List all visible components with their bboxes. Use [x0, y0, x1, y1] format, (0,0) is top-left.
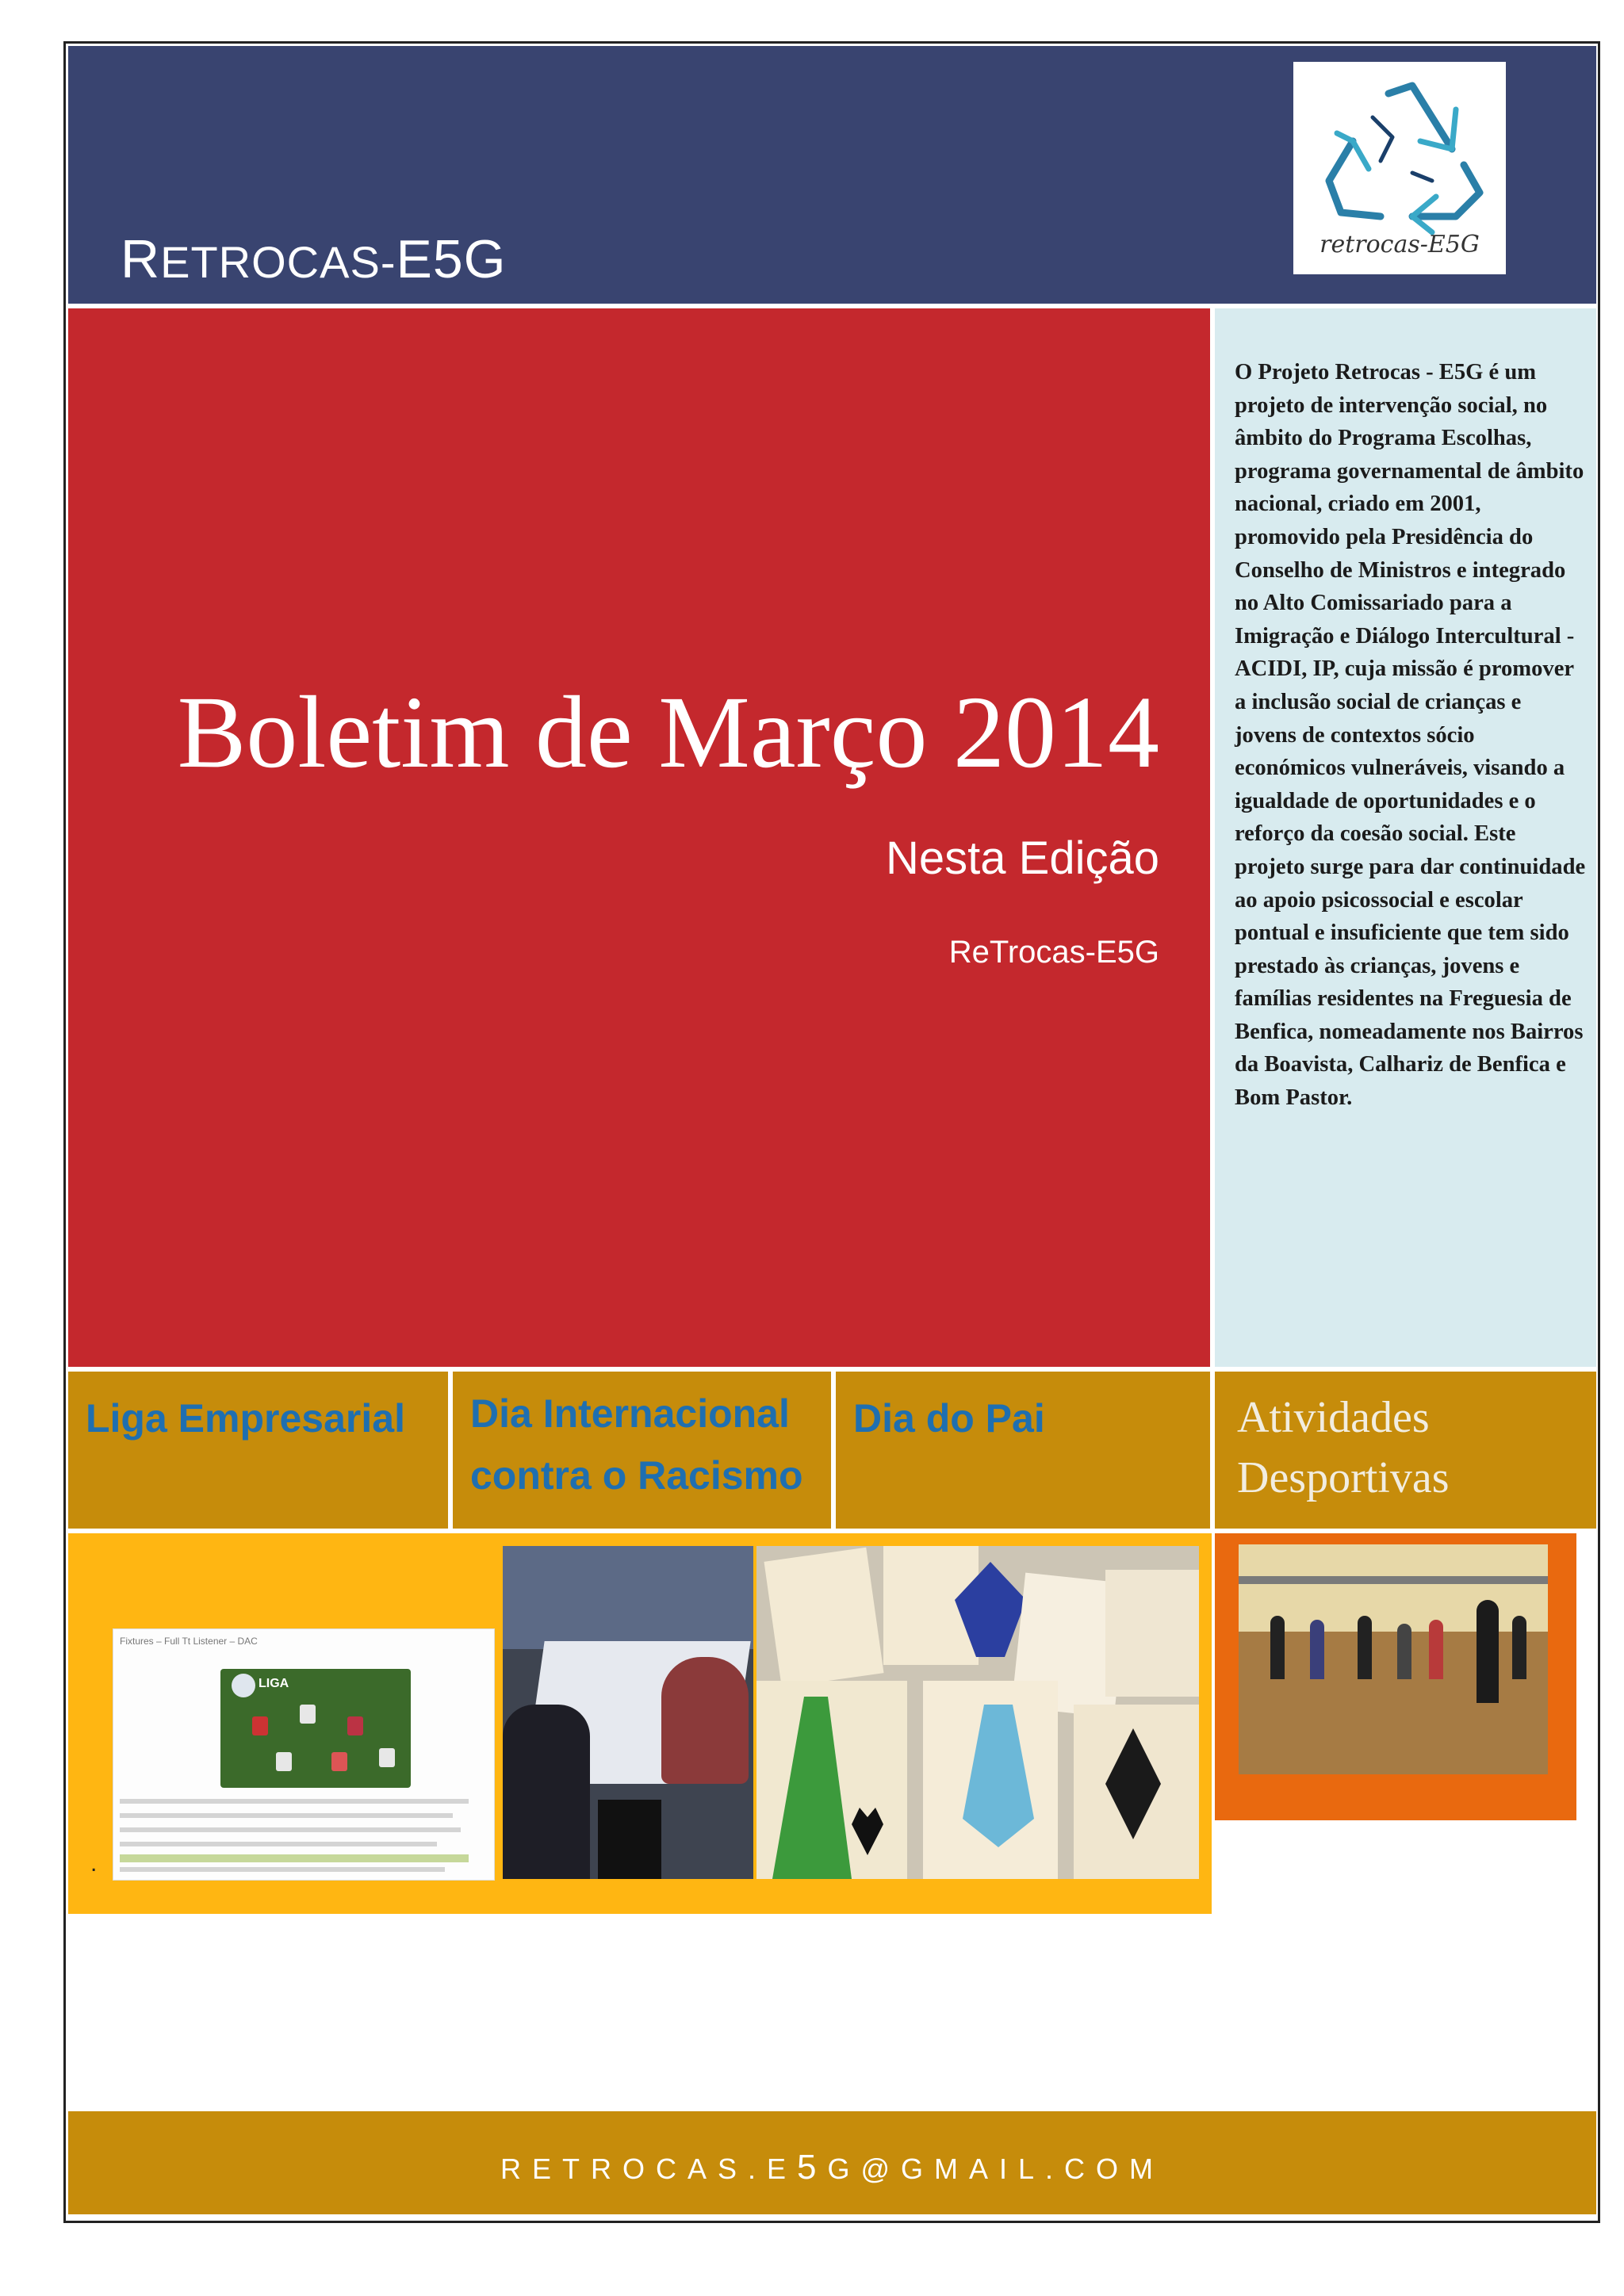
screenshot-title: Fixtures – Full Tt Listener – DAC	[120, 1636, 258, 1647]
email-part: G@GMAIL.COM	[827, 2152, 1165, 2185]
section-title: Dia Internacional contra o Racismo	[470, 1391, 803, 1498]
text-line	[120, 1827, 461, 1832]
brand-rest: ETROCAS-	[160, 237, 396, 287]
child-figure	[1512, 1616, 1526, 1679]
player-card	[276, 1752, 292, 1771]
player-card	[252, 1716, 268, 1735]
brand-initial: R	[121, 229, 161, 289]
section-title: Atividades Desportivas	[1237, 1393, 1450, 1502]
logo-lettering: retrocas-E5G	[1320, 231, 1480, 258]
child-figure	[1358, 1616, 1372, 1679]
bullet-dot: .	[90, 1850, 98, 1877]
child-figure	[1429, 1620, 1443, 1679]
liga-badge: LIGA	[259, 1677, 289, 1690]
player-card	[300, 1705, 316, 1724]
sports-photo-frame	[1215, 1533, 1576, 1820]
football-field-image	[220, 1669, 411, 1788]
gym-wall	[1239, 1544, 1548, 1632]
section-title: Dia do Pai	[853, 1396, 1045, 1441]
section-dia-do-pai	[836, 1372, 1210, 1529]
bulletin-title: Boletim de Março 2014	[177, 675, 1159, 790]
text-line	[120, 1867, 445, 1872]
section-title: Liga Empresarial	[86, 1396, 405, 1441]
section-liga-empresarial	[68, 1372, 448, 1529]
globe-icon	[232, 1674, 255, 1697]
project-description-text: O Projeto Retrocas - E5G é um projeto de intervenção social, no âmbito do Programa Escolhas, programa governamental de âmbito nacional, criado em 2001, promovido pela Presidência do Conselho de Ministros e integrado no Alto Comissariado para a Imigração e Diálogo Intercultural - ACIDI, IP, cuja missão é promover a inclusão social de crianças e jovens de contextos sócio económicos vulneráveis, visando a igualdade de oportunidades e o reforço da coesão social. Este projeto surge para dar continuidade ao apoio psicossocial e escolar pontual e insuficiente que tem sido prestado às crianças, jovens e famílias residentes na Freguesia de Benfica, nomeadamente nos Bairros da Boavista, Calhariz de Benfica e Bom Pastor.	[1235, 360, 1586, 1111]
child-figure	[1310, 1620, 1324, 1679]
cup-holder	[598, 1800, 661, 1879]
person-silhouette	[661, 1657, 749, 1784]
email-part: 5	[797, 2148, 828, 2187]
gym-floor	[1239, 1632, 1548, 1774]
contact-email[interactable]	[68, 2148, 1596, 2187]
photo-strip	[68, 1533, 1212, 1914]
photo-background	[503, 1546, 753, 1649]
text-line	[120, 1799, 469, 1804]
brand-suffix: E5G	[396, 229, 507, 289]
racism-day-photo	[503, 1546, 753, 1879]
section-atividades-desportivas	[1215, 1372, 1596, 1529]
liga-screenshot	[113, 1628, 495, 1881]
text-line	[120, 1842, 437, 1846]
hero-brand-label: ReTrocas-E5G	[948, 935, 1159, 970]
instructor-figure	[1477, 1600, 1499, 1703]
child-figure	[1270, 1616, 1285, 1679]
section-dia-internacional	[453, 1372, 831, 1529]
gym-stripe	[1239, 1576, 1548, 1584]
person-silhouette	[503, 1705, 590, 1879]
player-card	[379, 1748, 395, 1767]
footer-bar	[68, 2111, 1596, 2214]
sports-activity-photo	[1239, 1544, 1548, 1774]
child-figure	[1397, 1624, 1411, 1679]
card	[764, 1548, 883, 1688]
email-part: RETROCAS.E	[500, 2152, 797, 2185]
player-card	[347, 1716, 363, 1735]
hero-panel	[68, 308, 1210, 1367]
header-bar	[68, 46, 1596, 304]
project-description-panel	[1215, 308, 1596, 1367]
card	[1105, 1570, 1199, 1697]
fathers-day-photo	[756, 1546, 1199, 1879]
in-this-edition-label: Nesta Edição	[886, 832, 1159, 884]
highlight-line	[120, 1854, 469, 1862]
retrocas-logo	[1293, 62, 1506, 274]
player-card	[331, 1752, 347, 1771]
recycle-logo-icon	[1293, 62, 1506, 274]
text-line	[120, 1813, 453, 1818]
brand-title	[121, 228, 507, 290]
